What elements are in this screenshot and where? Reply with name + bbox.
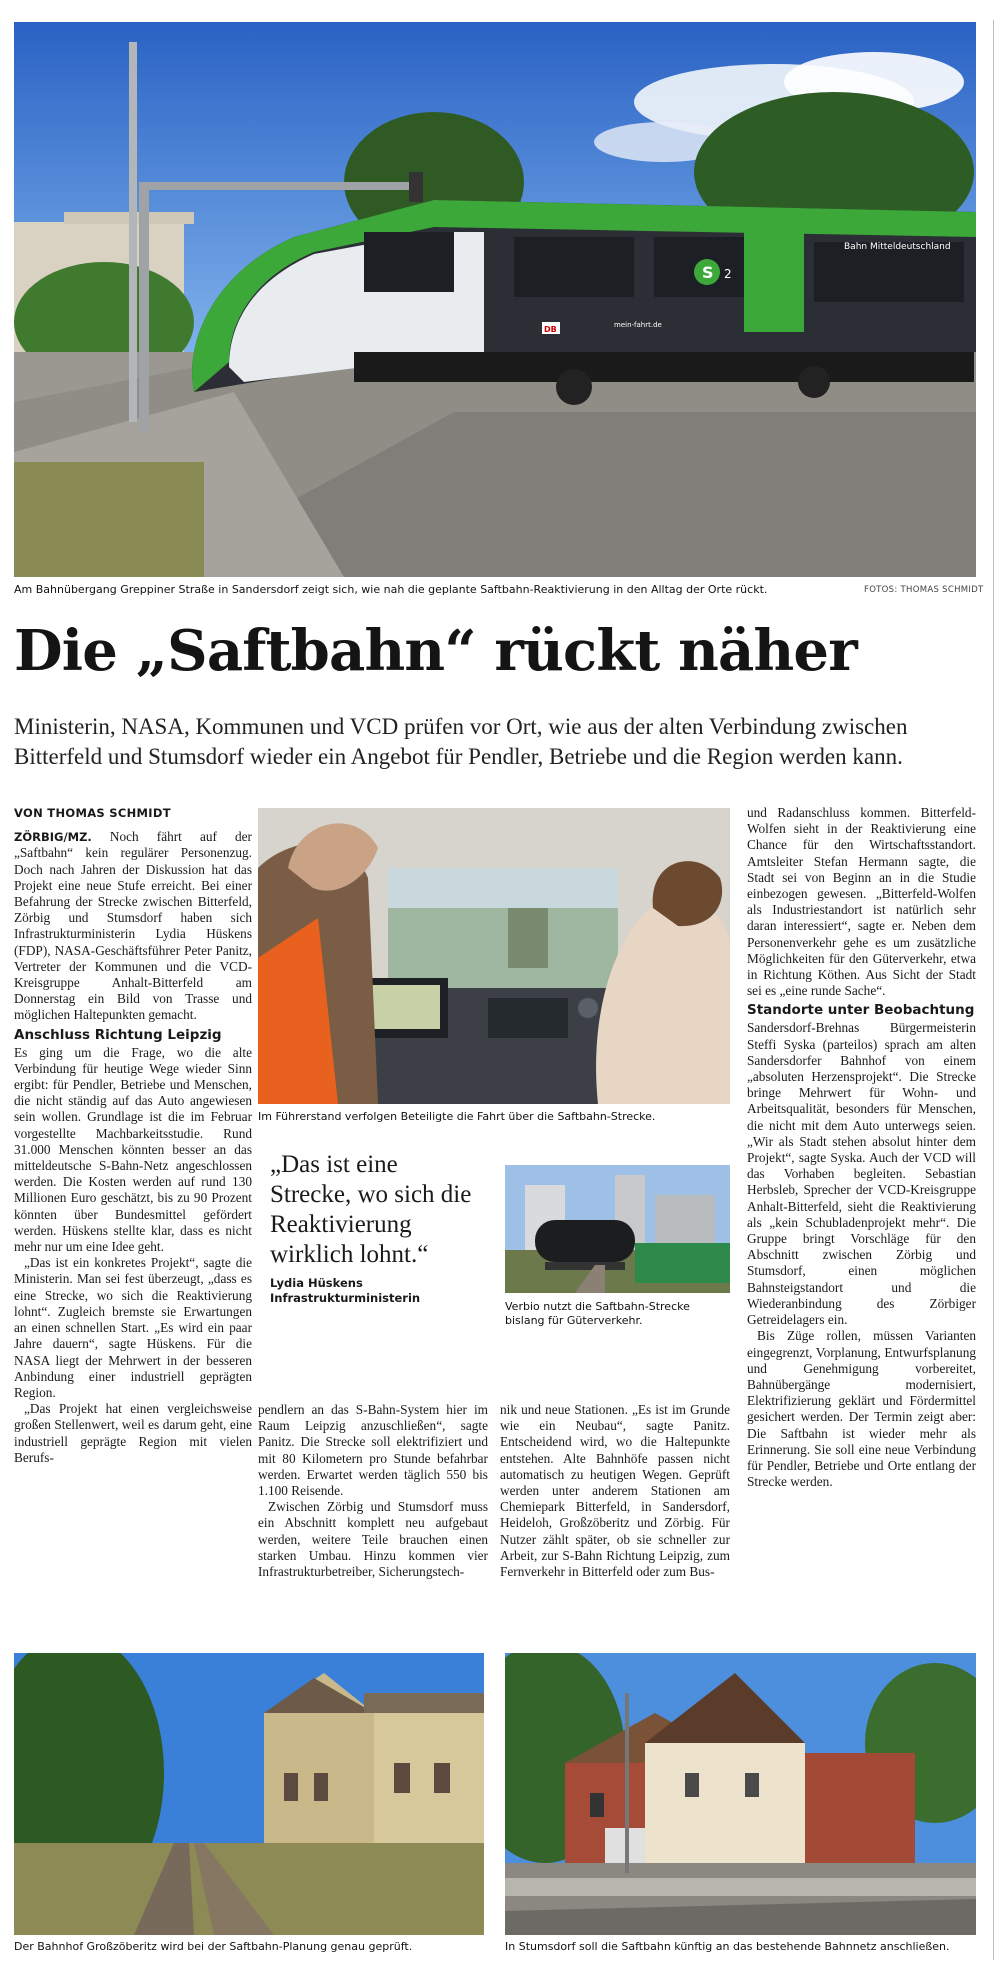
cab-photo-caption: Im Führerstand verfolgen Beteiligte die Fahrt über die Saftbahn-Strecke. (258, 1110, 656, 1123)
top-photo-caption: Am Bahnübergang Greppiner Straße in Sandersdorf zeigt sich, wie nah die geplante Saftbahn-Reaktivierung in den Alltag der Orte rückt. (14, 583, 768, 596)
train-mein-text: mein-fahrt.de (614, 321, 662, 329)
subheading-standorte: Standorte unter Beobachtung (747, 1002, 975, 1019)
paragraph-2: Es ging um die Frage, wo die alte Verbindung für heutige Wege wieder Sinn ergibt: für Pendler, Betriebe und Menschen, die nicht ständig auf das Auto angewiesen sein wollen. Grundlage ist die im Februar vorgestellte Machbarkeitsstudie. Rund 31.000 Menschen könnten besser an das mitteldeutsche S-Bahn-Netz angeschlossen werden. Die Kosten werden auf rund 130 Millionen Euro geschätzt, bis zu 90 Prozent könnten über Bundesmittel gefördert werden. Hüskens stellte klar, dass es nicht mehr nur um eine Idee geht. (14, 1044, 252, 1255)
cab-photo (258, 808, 730, 1104)
tank-wagon-photo (505, 1165, 730, 1293)
stumsdorf-caption: In Stumsdorf soll die Saftbahn künftig an das bestehende Bahnnetz anschließen. (505, 1940, 950, 1953)
text-column-3 (500, 1402, 730, 1580)
quote-role: Infrastrukturministerin (270, 1291, 421, 1305)
top-photo-train (14, 22, 976, 577)
quote-text: „Das ist eine Strecke, wo sich die Reaktivierung wirklich lohnt.“ (270, 1151, 472, 1268)
train-db-logo: DB (544, 325, 557, 334)
paragraph-1: Noch fährt auf der „Saftbahn“ kein regulärer Personenzug. Doch nach Jahren der Diskussion hat das Projekt eine neue Stufe erreicht. Bei einer Befahrung der Strecke zwischen Bitterfeld, Zörbig und Stumsdorf haben sich Infrastrukturministerin Lydia Hüskens (FDP), NASA-Geschäftsführer Peter Panitz, Vertreter der Kommunen und die VCD-Kreisgruppe Anhalt-Bitterfeld am Donnerstag ein Bild von Trasse und möglichen Haltepunkten gemacht. (14, 829, 252, 1023)
pull-quote (270, 1150, 475, 1306)
article-subheadline: Ministerin, NASA, Kommunen und VCD prüfen vor Ort, wie aus der alten Verbindung zwischen Bitterfeld und Stumsdorf wieder ein Angebot für Pendler, Betriebe und die Region werden kann. (14, 714, 908, 769)
train-s-logo: S (702, 263, 714, 282)
article-dateline: ZÖRBIG/MZ. (14, 830, 92, 845)
paragraph-9: Sandersdorf-Brehnas Bürgermeisterin Steffi Syska (parteilos) sprach am alten Sandersdorfer Bahnhof von einem „absoluten Herzensprojekt“. Die Strecke bringe Mehrwert für Wohn- und Arbeitsqualität, besonders für Menschen, die nicht mit dem Auto unterwegs seien. „Wir als Stadt stehen absolut hinter dem Projekt“, sagte Syska. Auch der VCD will das Vorhaben begleiten. Sebastian Herbsleb, Sprecher der VCD-Kreisgruppe Anhalt-Bitterfeld, sieht die Reaktivierung als „kein Schubladenprojekt mehr“. Die Gruppe bringt Vorschläge für den Abschnitt zwischen Zörbig und Stumsdorf, einen möglichen Bahnsteigstandort und die Wiederanbindung des Zörbiger Getreidelagers ein. (747, 1020, 976, 1328)
quote-author: Lydia Hüskens (270, 1276, 363, 1290)
right-column-rule (993, 20, 994, 1960)
subheading-leipzig: Anschluss Richtung Leipzig (14, 1026, 222, 1043)
paragraph-7: nik und neue Stationen. „Es ist im Grunde wie ein Neubau“, sagte Panitz. Entscheidend wird, wo die Haltepunkte entstehen. Alte Bahnhöfe passen nicht automatisch zu heutigen Wegen. Geprüft werden unter anderem Stationen am Chemiepark Bitterfeld, in Sandersdorf, Heideloh, Großzöberitz und Zörbig. Für Nutzer zählt später, ob sie schneller zur Arbeit, zur S-Bahn Richtung Leipzig, zum Fernverkehr in Bitterfeld oder zum Bus- (500, 1402, 730, 1580)
train-line-number: 2 (724, 267, 732, 281)
paragraph-10: Bis Züge rollen, müssen Varianten eingegrenzt, Vorplanung, Entwurfsplanung und Genehmigung vorbereitet, Bahnübergänge modernisiert, Elektrifizierung geklärt und Fördermittel gesichert werden. Der Termin zeigt aber: Die Saftbahn ist wieder mehr als Erinnerung. Sie soll eine neue Verbindung für Pendler, Betriebe und Orte entlang der Strecke werden. (747, 1328, 976, 1490)
paragraph-3: „Das ist ein konkretes Projekt“, sagte die Ministerin. Man sei fest überzeugt, „dass es eine Strecke, wo sich die Reaktivierung lohnt“. Zugleich bremste sie Erwartungen an einen schnellen Start. „Es wird ein paar Jahre dauern“, sagte Hüskens. Für die NASA liegt der Mehrwert in der besseren Anbindung einer industriell geprägten Region. (14, 1255, 252, 1400)
text-column-2 (258, 1402, 488, 1580)
paragraph-8: und Radanschluss kommen. Bitterfeld-Wolfen sieht in der Reaktivierung eine Chance für den Wirtschaftsstandort. Amtsleiter Stefan Hermann sagte, die Stadt sei von Beginn an in die Studie einbezogen gewesen. „Bitterfeld-Wolfen als Industriestandort ist natürlich sehr daran interessiert“, sagte er. Neben dem Personenverkehr gehe es um zusätzliche Möglichkeiten für den Güterverkehr, etwa in Richtung Köthen. Aus Sicht der Stadt sei es „eine runde Sache“. (747, 805, 976, 999)
article-byline: VON THOMAS SCHMIDT (14, 806, 171, 820)
photo-credit: FOTOS: THOMAS SCHMIDT (864, 585, 984, 595)
paragraph-5: pendlern an das S-Bahn-System hier im Raum Leipzig anzuschließen“, sagte Panitz. Die Strecke soll elektrifiziert und mit 80 Kilometern pro Stunde befahrbar werden. Erwartet werden täglich 550 bis 1.100 Reisende. (258, 1402, 488, 1499)
grosszoeberitz-photo (14, 1653, 484, 1935)
train-brand-text: Bahn Mitteldeutschland (844, 242, 951, 252)
tank-wagon-caption: Verbio nutzt die Saftbahn-Strecke bislang für Güterverkehr. (505, 1300, 690, 1327)
stumsdorf-photo (505, 1653, 976, 1935)
text-column-4 (747, 805, 976, 1490)
paragraph-6: Zwischen Zörbig und Stumsdorf muss ein Abschnitt komplett neu aufgebaut werden, weitere Teile brauchen einen starken Umbau. Hinzu kommen vier Infrastrukturbetreiber, Sicherungstech- (258, 1499, 488, 1580)
paragraph-4: „Das Projekt hat einen vergleichsweise großen Stellenwert, weil es darum geht, eine industriell geprägte Region mit vielen Berufs- (14, 1401, 252, 1465)
text-column-1 (14, 805, 252, 1466)
grosszoeberitz-caption: Der Bahnhof Großzöberitz wird bei der Saftbahn-Planung genau geprüft. (14, 1940, 413, 1953)
article-headline: Die „Saftbahn“ rückt näher (14, 618, 857, 684)
